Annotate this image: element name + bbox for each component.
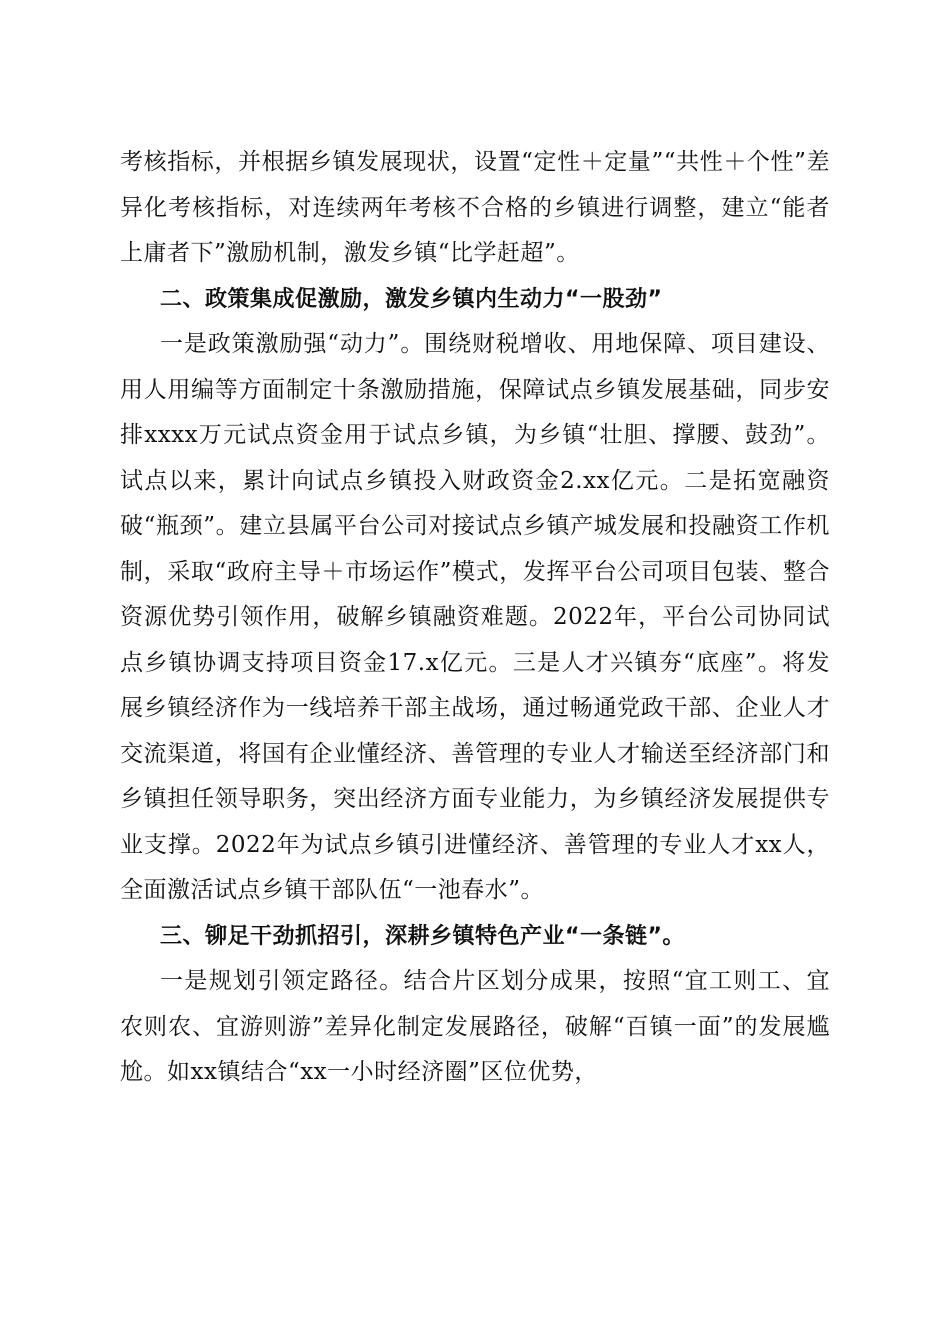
- paragraph-policy-body: 围绕财税增收、用地保障、项目建设、用人用编等方面制定十条激励措施，保障试点乡镇发展基础，同步安排xxxx万元试点资金用于试点乡镇，为乡镇“壮胆、撑腰、鼓劲”。试点以来，累计向试点乡镇投入财政资金2.xx亿元。二是拓宽融资破“瓶颈”。建立县属平台公司对接试点乡镇产城发展和投融资工作机制，采取“政府主导＋市场运作”模式，发挥平台公司项目包装、整合资源优势引领作用，破解乡镇融资难题。2022年，平台公司协同试点乡镇协调支持项目资金17.x亿元。三是人才兴镇夯“底座”。将发展乡镇经济作为一线培养干部主战场，通过畅通党政干部、企业人才交流渠道，将国有企业懂经济、善管理的专业人才输送至经济部门和乡镇担任领导职务，突出经济方面专业能力，为乡镇经济发展提供专业支撑。2022年为试点乡镇引进懂经济、善管理的专业人才xx人，全面激活试点乡镇干部队伍“一池春水”。: [120, 331, 830, 903]
- document-page: [120, 140, 830, 1096]
- section-heading-industry: 三、铆足干劲抓招引，深耕乡镇特色产业“一条链”。: [160, 923, 685, 949]
- paragraph-policy: [120, 322, 830, 914]
- paragraph-industry-body: 结合片区划分成果，按照“宜工则工、宜农则农、宜游则游”差异化制定发展路径，破解“百镇一面”的发展尴尬。如xx镇结合“xx一小时经济圈”区位优势，: [120, 968, 830, 1085]
- paragraph-policy-lead: 一是政策激励强“动力”。: [160, 331, 425, 357]
- paragraph-industry-lead: 一是规划引领定路径。: [160, 968, 404, 994]
- section-heading-policy: 二、政策集成促激励，激发乡镇内生动力“一股劲”: [160, 286, 663, 312]
- paragraph-industry: [120, 959, 830, 1096]
- paragraph-assessment: 考核指标，并根据乡镇发展现状，设置“定性＋定量”“共性＋个性”差异化考核指标，对连续两年考核不合格的乡镇进行调整，建立“能者上庸者下”激励机制，激发乡镇“比学赶超”。: [120, 149, 830, 266]
